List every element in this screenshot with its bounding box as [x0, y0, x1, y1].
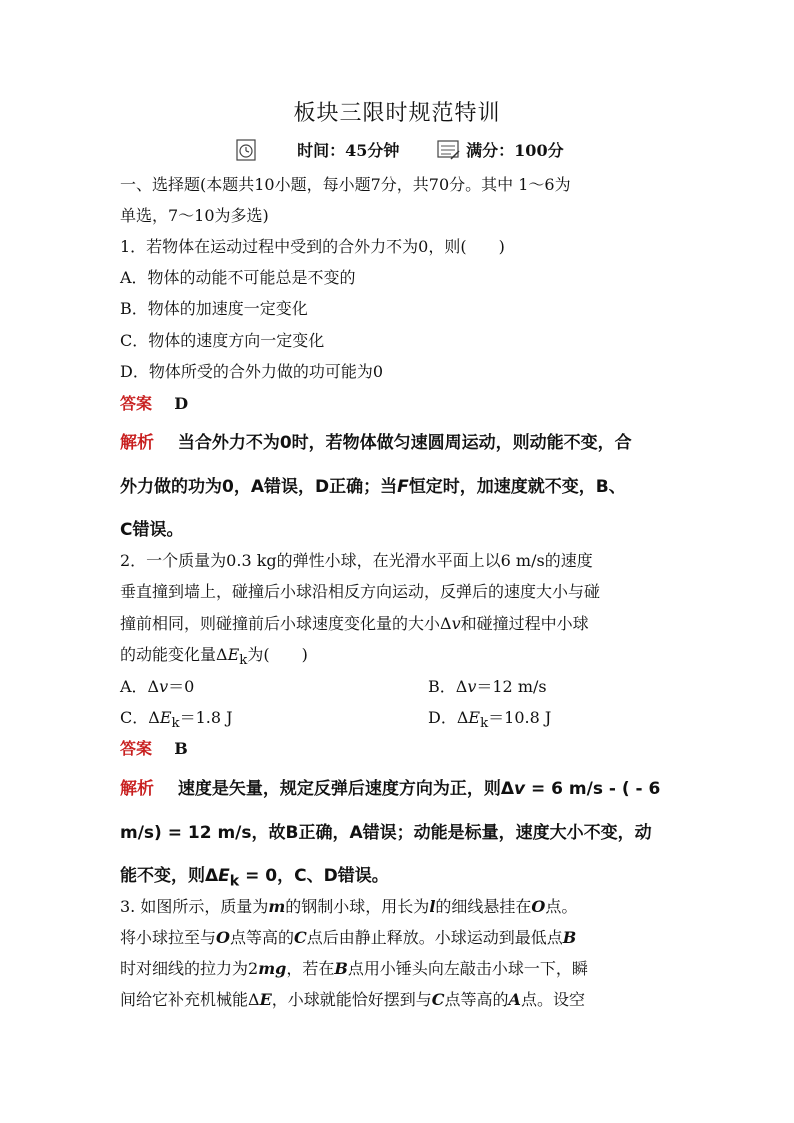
analysis-label: 解析 — [120, 779, 154, 799]
analysis-label: 解析 — [120, 433, 154, 453]
q1-stem: 1．若物体在运动过程中受到的合外力不为0，则( ) — [120, 237, 505, 256]
q2-stem-line4: 的动能变化量$\Delta E_k$为( ) — [120, 645, 308, 669]
time-limit: 时间：45分钟 — [297, 141, 400, 160]
q2-answer-row — [120, 739, 680, 758]
q1-analysis-line2: 外力做的功为0，A错误，D正确；当F恒定时，加速度就不变，B、 — [120, 477, 626, 497]
q3-stem-line3: 时对细线的拉力为2mg，若在B点用小锤头向左敲击小球一下，瞬 — [120, 959, 588, 978]
q2-option-b: B．Δv＝12 m/s — [428, 677, 547, 696]
q2-analysis-line1: 解析 速度是矢量，规定反弹后速度方向为正，则Δv = 6 m/s - ( - 6 — [120, 779, 661, 799]
q2-stem-line3: 撞前相同，则碰撞前后小球速度变化量的大小Δv和碰撞过程中小球 — [120, 614, 589, 633]
q1-option-d: D．物体所受的合外力做的功可能为0 — [120, 362, 384, 381]
q1-option-b: B．物体的加速度一定变化 — [120, 299, 308, 318]
section-heading-line1: 一、选择题(本题共10小题，每小题7分，共70分。其中 1～6为 — [120, 175, 571, 194]
q1-answer: D — [174, 394, 189, 413]
exam-meta — [236, 138, 564, 165]
q3-stem-line1: 3. 如图所示，质量为m的钢制小球，用长为l的细线悬挂在O点。 — [120, 897, 578, 916]
clock-icon — [236, 139, 256, 165]
q2-answer: B — [174, 739, 188, 758]
q2-analysis-line3: 能不变，则$\Delta E_k = 0$，C、D错误。 — [120, 866, 389, 890]
answer-label: 答案 — [120, 394, 153, 413]
q3-stem-line2: 将小球拉至与O点等高的C点后由静止释放。小球运动到最低点B — [120, 928, 577, 947]
section-heading-line2: 单选，7～10为多选) — [120, 206, 269, 225]
q1-option-a: A．物体的动能不可能总是不变的 — [120, 268, 356, 287]
q2-analysis-line2: m/s) = 12 m/s，故B正确，A错误；动能是标量，速度大小不变，动 — [120, 823, 652, 843]
q2-option-a: A．Δv＝0 — [120, 677, 195, 696]
q2-option-d: D．$\Delta E_k=10.8$ J — [428, 708, 552, 732]
answer-label: 答案 — [120, 739, 153, 758]
q2-option-c: C．$\Delta E_k=1.8$ J — [120, 708, 233, 732]
q3-stem-line4: 间给它补充机械能ΔE，小球就能恰好摆到与C点等高的A点。设空 — [120, 990, 585, 1009]
q2-options-row1 — [120, 677, 680, 696]
q1-option-c: C．物体的速度方向一定变化 — [120, 331, 325, 350]
q1-analysis-line3: C错误。 — [120, 520, 184, 540]
q2-options-row2 — [120, 708, 680, 732]
score-icon — [437, 139, 461, 165]
q2-stem-line2: 垂直撞到墙上，碰撞后小球沿相反方向运动，反弹后的速度大小与碰 — [120, 582, 601, 601]
q2-stem-line1: 2．一个质量为0.3 kg的弹性小球，在光滑水平面上以6 m/s的速度 — [120, 551, 593, 570]
q1-analysis-line1: 解析 当合外力不为0时，若物体做匀速圆周运动，则动能不变，合 — [120, 433, 632, 453]
page-title: 板块三限时规范特训 — [293, 101, 501, 126]
full-score: 满分：100分 — [466, 141, 564, 160]
q1-answer-row — [120, 394, 680, 413]
